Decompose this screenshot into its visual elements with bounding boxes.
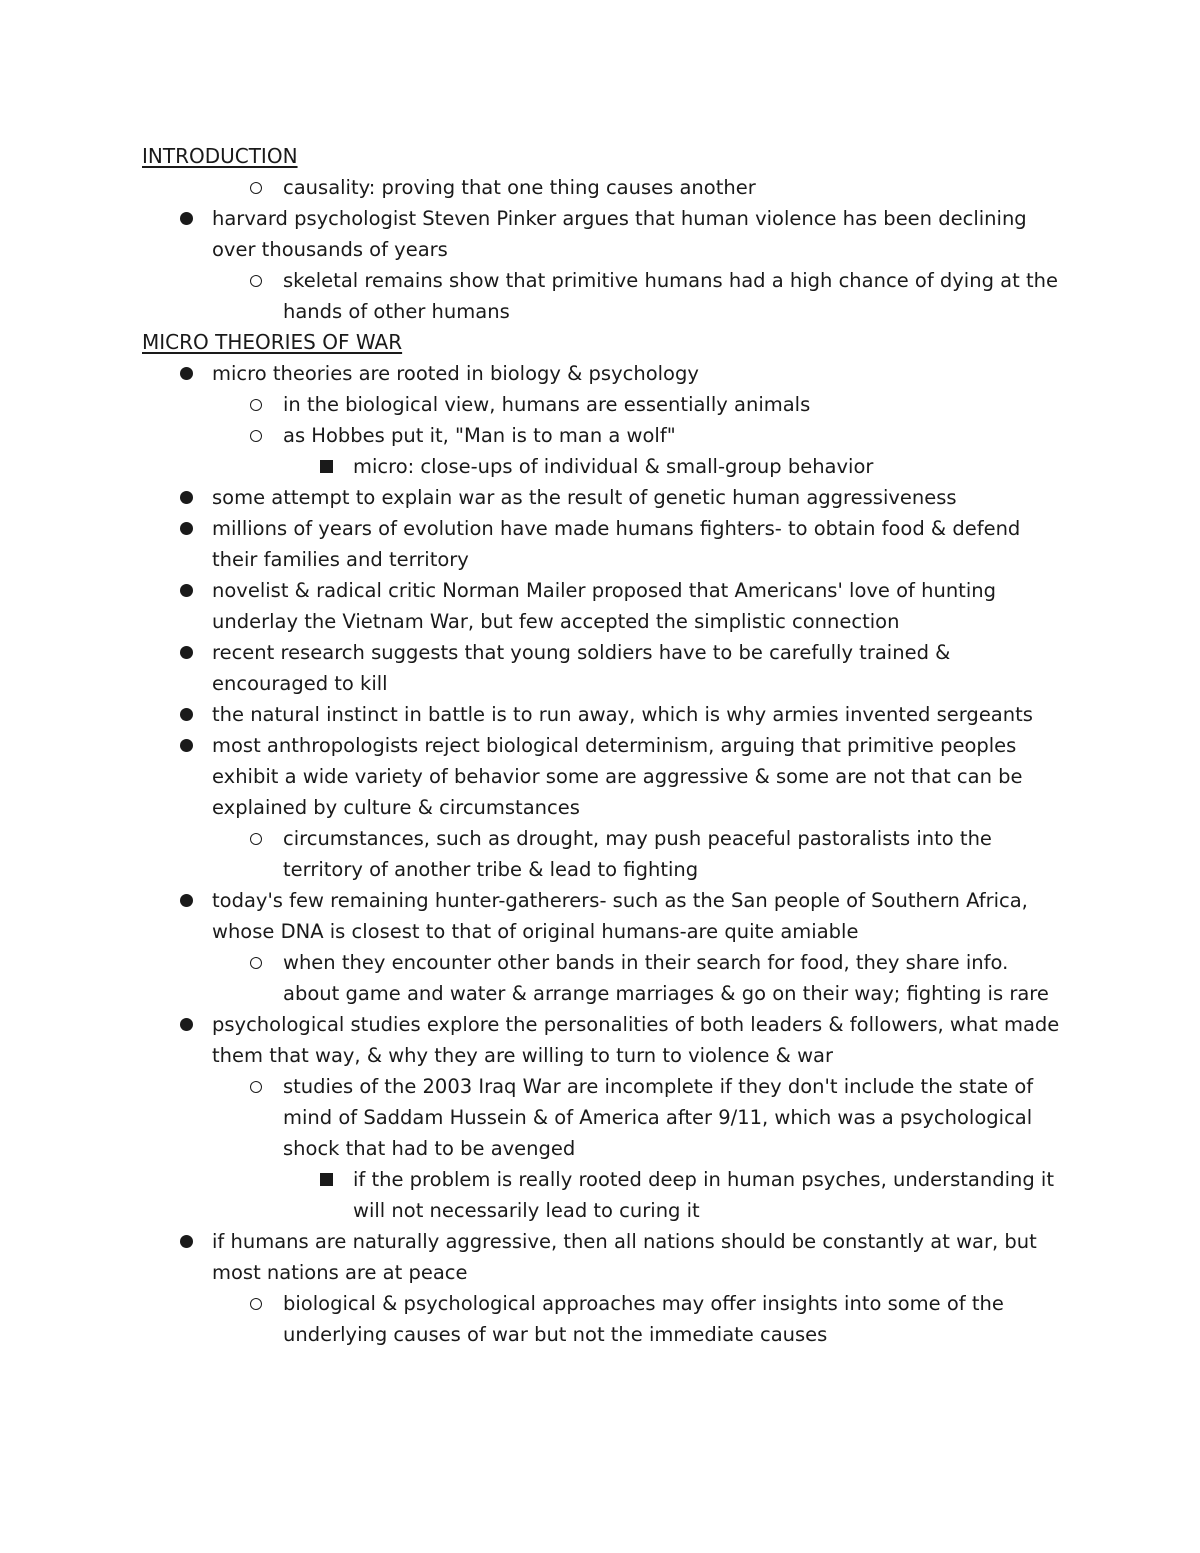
list-item bbox=[353, 1164, 1060, 1226]
filled-circle-bullet-icon bbox=[176, 358, 196, 389]
list-item bbox=[283, 823, 1060, 885]
list-item-text: if the problem is really rooted deep in human psyches, understanding it will not necessarily lead to curing it bbox=[353, 1168, 1054, 1222]
list-item-text: novelist & radical critic Norman Mailer proposed that Americans' love of hunting underlay the Vietnam War, but few accepted the simplistic connection bbox=[212, 579, 996, 633]
hollow-circle-bullet-icon bbox=[246, 1288, 266, 1319]
list-item-text: the natural instinct in battle is to run away, which is why armies invented sergeants bbox=[212, 703, 1033, 726]
list-item bbox=[212, 358, 1060, 389]
hollow-circle-bullet-icon bbox=[246, 389, 266, 420]
filled-circle-bullet-icon bbox=[176, 1009, 196, 1040]
square-bullet-icon bbox=[316, 1164, 336, 1195]
list-item bbox=[212, 1226, 1060, 1288]
list-item bbox=[353, 451, 1060, 482]
hollow-circle-bullet-icon bbox=[246, 420, 266, 451]
filled-circle-bullet-icon bbox=[176, 885, 196, 916]
list-item-text: harvard psychologist Steven Pinker argues that human violence has been declining over thousands of years bbox=[212, 207, 1027, 261]
filled-circle-bullet-icon bbox=[176, 482, 196, 513]
hollow-circle-bullet-icon bbox=[246, 823, 266, 854]
list-item bbox=[212, 730, 1060, 823]
list-item bbox=[283, 947, 1060, 1009]
list-item-text: micro: close-ups of individual & small-group behavior bbox=[353, 455, 874, 478]
list-item-text: some attempt to explain war as the result of genetic human aggressiveness bbox=[212, 486, 957, 509]
list-item bbox=[212, 1009, 1060, 1071]
list-item bbox=[283, 1288, 1060, 1350]
list-item-text: in the biological view, humans are essentially animals bbox=[283, 393, 811, 416]
list-item-text: recent research suggests that young soldiers have to be carefully trained & encouraged to kill bbox=[212, 641, 951, 695]
list-item-text: as Hobbes put it, "Man is to man a wolf" bbox=[283, 424, 676, 447]
list-item bbox=[212, 637, 1060, 699]
square-bullet-icon bbox=[316, 451, 336, 482]
list-item bbox=[212, 885, 1060, 947]
section-heading-micro-theories: MICRO THEORIES OF WAR bbox=[142, 330, 403, 354]
filled-circle-bullet-icon bbox=[176, 699, 196, 730]
list-item bbox=[212, 482, 1060, 513]
section-heading-introduction: INTRODUCTION bbox=[142, 144, 298, 168]
filled-circle-bullet-icon bbox=[176, 637, 196, 668]
list-item-text: millions of years of evolution have made humans fighters- to obtain food & defend their families and territory bbox=[212, 517, 1021, 571]
list-item bbox=[212, 513, 1060, 575]
list-item-text: micro theories are rooted in biology & psychology bbox=[212, 362, 699, 385]
filled-circle-bullet-icon bbox=[176, 730, 196, 761]
filled-circle-bullet-icon bbox=[176, 1226, 196, 1257]
hollow-circle-bullet-icon bbox=[246, 947, 266, 978]
list-item-text: when they encounter other bands in their search for food, they share info. about game and water & arrange marriages & go on their way; fighting is rare bbox=[283, 951, 1049, 1005]
list-item bbox=[283, 172, 1060, 203]
list-item bbox=[283, 1071, 1060, 1164]
hollow-circle-bullet-icon bbox=[246, 265, 266, 296]
notes-page bbox=[0, 141, 1200, 1350]
list-item-text: skeletal remains show that primitive humans had a high chance of dying at the hands of other humans bbox=[283, 269, 1058, 323]
list-item-text: if humans are naturally aggressive, then all nations should be constantly at war, but most nations are at peace bbox=[212, 1230, 1037, 1284]
list-item bbox=[212, 203, 1060, 265]
list-item-text: today's few remaining hunter-gatherers- such as the San people of Southern Africa, whose DNA is closest to that of original humans-are quite amiable bbox=[212, 889, 1028, 943]
list-item bbox=[283, 420, 1060, 451]
list-item-text: causality: proving that one thing causes another bbox=[283, 176, 756, 199]
list-item-text: biological & psychological approaches may offer insights into some of the underlying causes of war but not the immediate causes bbox=[283, 1292, 1004, 1346]
filled-circle-bullet-icon bbox=[176, 203, 196, 234]
list-item bbox=[283, 265, 1060, 327]
list-item bbox=[283, 389, 1060, 420]
list-item-text: most anthropologists reject biological determinism, arguing that primitive peoples exhibit a wide variety of behavior some are aggressive & some are not that can be explained by culture & circumstances bbox=[212, 734, 1023, 819]
hollow-circle-bullet-icon bbox=[246, 1071, 266, 1102]
list-item bbox=[212, 699, 1060, 730]
list-item-text: studies of the 2003 Iraq War are incomplete if they don't include the state of mind of Saddam Hussein & of America after 9/11, which was a psychological shock that had to be avenged bbox=[283, 1075, 1034, 1160]
list-item bbox=[212, 575, 1060, 637]
hollow-circle-bullet-icon bbox=[246, 172, 266, 203]
filled-circle-bullet-icon bbox=[176, 513, 196, 544]
list-item-text: circumstances, such as drought, may push peaceful pastoralists into the territory of another tribe & lead to fighting bbox=[283, 827, 992, 881]
list-item-text: psychological studies explore the personalities of both leaders & followers, what made them that way, & why they are willing to turn to violence & war bbox=[212, 1013, 1060, 1067]
filled-circle-bullet-icon bbox=[176, 575, 196, 606]
